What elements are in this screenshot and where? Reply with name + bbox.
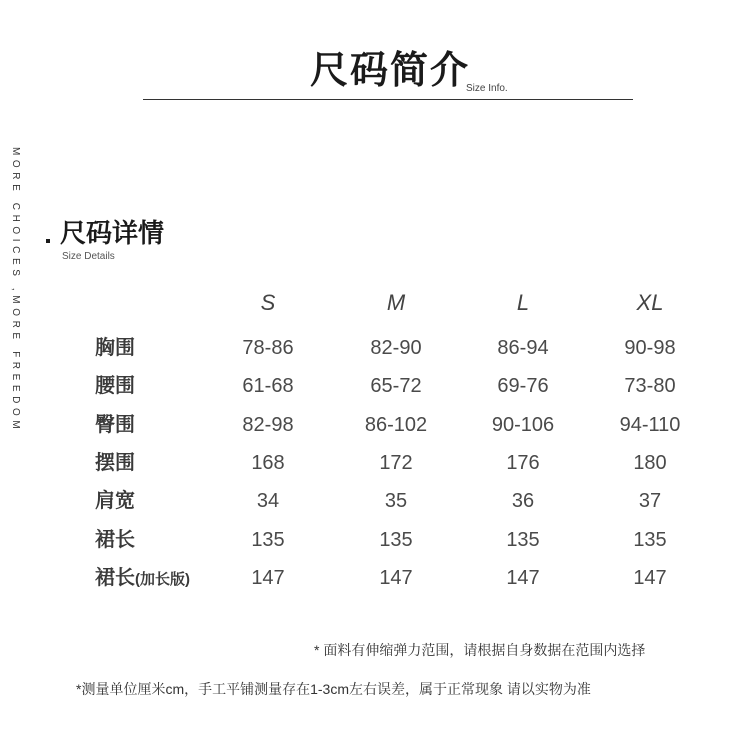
table-cell: 37 — [638, 490, 662, 513]
table-cell: 90-98 — [624, 337, 676, 359]
table-cell: 82-90 — [370, 337, 422, 359]
table-cell: 78-86 — [242, 337, 294, 359]
row-label-note: (加长版) — [135, 570, 190, 588]
table-cell: 135 — [633, 528, 667, 551]
row-label-text: 裙长 — [95, 528, 135, 551]
section-bullet — [46, 239, 50, 243]
table-cell: 94-110 — [619, 413, 681, 436]
row-label-text: 肩宽 — [95, 490, 135, 513]
footnote-measurement: *测量单位厘米cm，手工平铺测量存在1-3cm左右误差，属于正常现象 请以实物为准 — [76, 681, 591, 697]
size-header-s: S — [260, 290, 276, 315]
table-cell: 135 — [251, 528, 285, 551]
page-subtitle: Size Info. — [466, 83, 508, 94]
table-cell: 36 — [511, 490, 535, 513]
side-slogan: MORE CHOICES ,MORE FREEDOM — [10, 147, 21, 434]
table-cell: 147 — [379, 566, 413, 589]
table-cell: 69-76 — [497, 375, 549, 398]
table-cell: 86-94 — [497, 337, 549, 359]
table-cell: 147 — [506, 566, 540, 589]
size-header-l: L — [516, 290, 530, 315]
row-label-text: 裙长 — [95, 566, 135, 589]
row-label — [95, 530, 135, 550]
header-divider — [143, 99, 633, 100]
size-header-m: M — [386, 290, 406, 315]
row-label — [95, 491, 135, 511]
row-label-text: 摆围 — [95, 451, 135, 474]
section-title: 尺码详情 — [60, 218, 165, 248]
table-cell: 73-80 — [624, 375, 676, 398]
table-cell: 135 — [506, 528, 540, 551]
table-cell: 168 — [251, 451, 285, 474]
table-cell: 82-98 — [242, 413, 294, 436]
table-cell: 86-102 — [364, 413, 428, 436]
table-cell: 180 — [633, 451, 667, 474]
row-label — [95, 453, 135, 473]
row-label — [95, 415, 135, 435]
table-cell: 147 — [633, 566, 667, 589]
row-label-text: 腰围 — [95, 375, 135, 398]
row-label-text: 臀围 — [95, 413, 135, 436]
table-cell: 176 — [506, 451, 540, 474]
row-label-text: 胸围 — [95, 337, 135, 359]
table-cell: 172 — [379, 451, 413, 474]
footnote-elasticity: * 面料有伸缩弹力范围，请根据自身数据在范围内选择 — [314, 642, 646, 658]
table-cell: 90-106 — [491, 413, 555, 436]
table-cell: 61-68 — [242, 375, 294, 398]
section-subtitle: Size Details — [62, 251, 115, 262]
row-label — [95, 568, 190, 588]
row-label — [95, 376, 135, 396]
page-title: 尺码简介 — [310, 50, 471, 92]
table-cell: 34 — [256, 490, 280, 513]
row-label — [95, 338, 135, 358]
table-cell: 35 — [384, 490, 408, 513]
table-cell: 65-72 — [370, 375, 422, 398]
table-cell: 147 — [251, 566, 285, 589]
table-cell: 135 — [379, 528, 413, 551]
size-header-xl: XL — [636, 290, 664, 315]
